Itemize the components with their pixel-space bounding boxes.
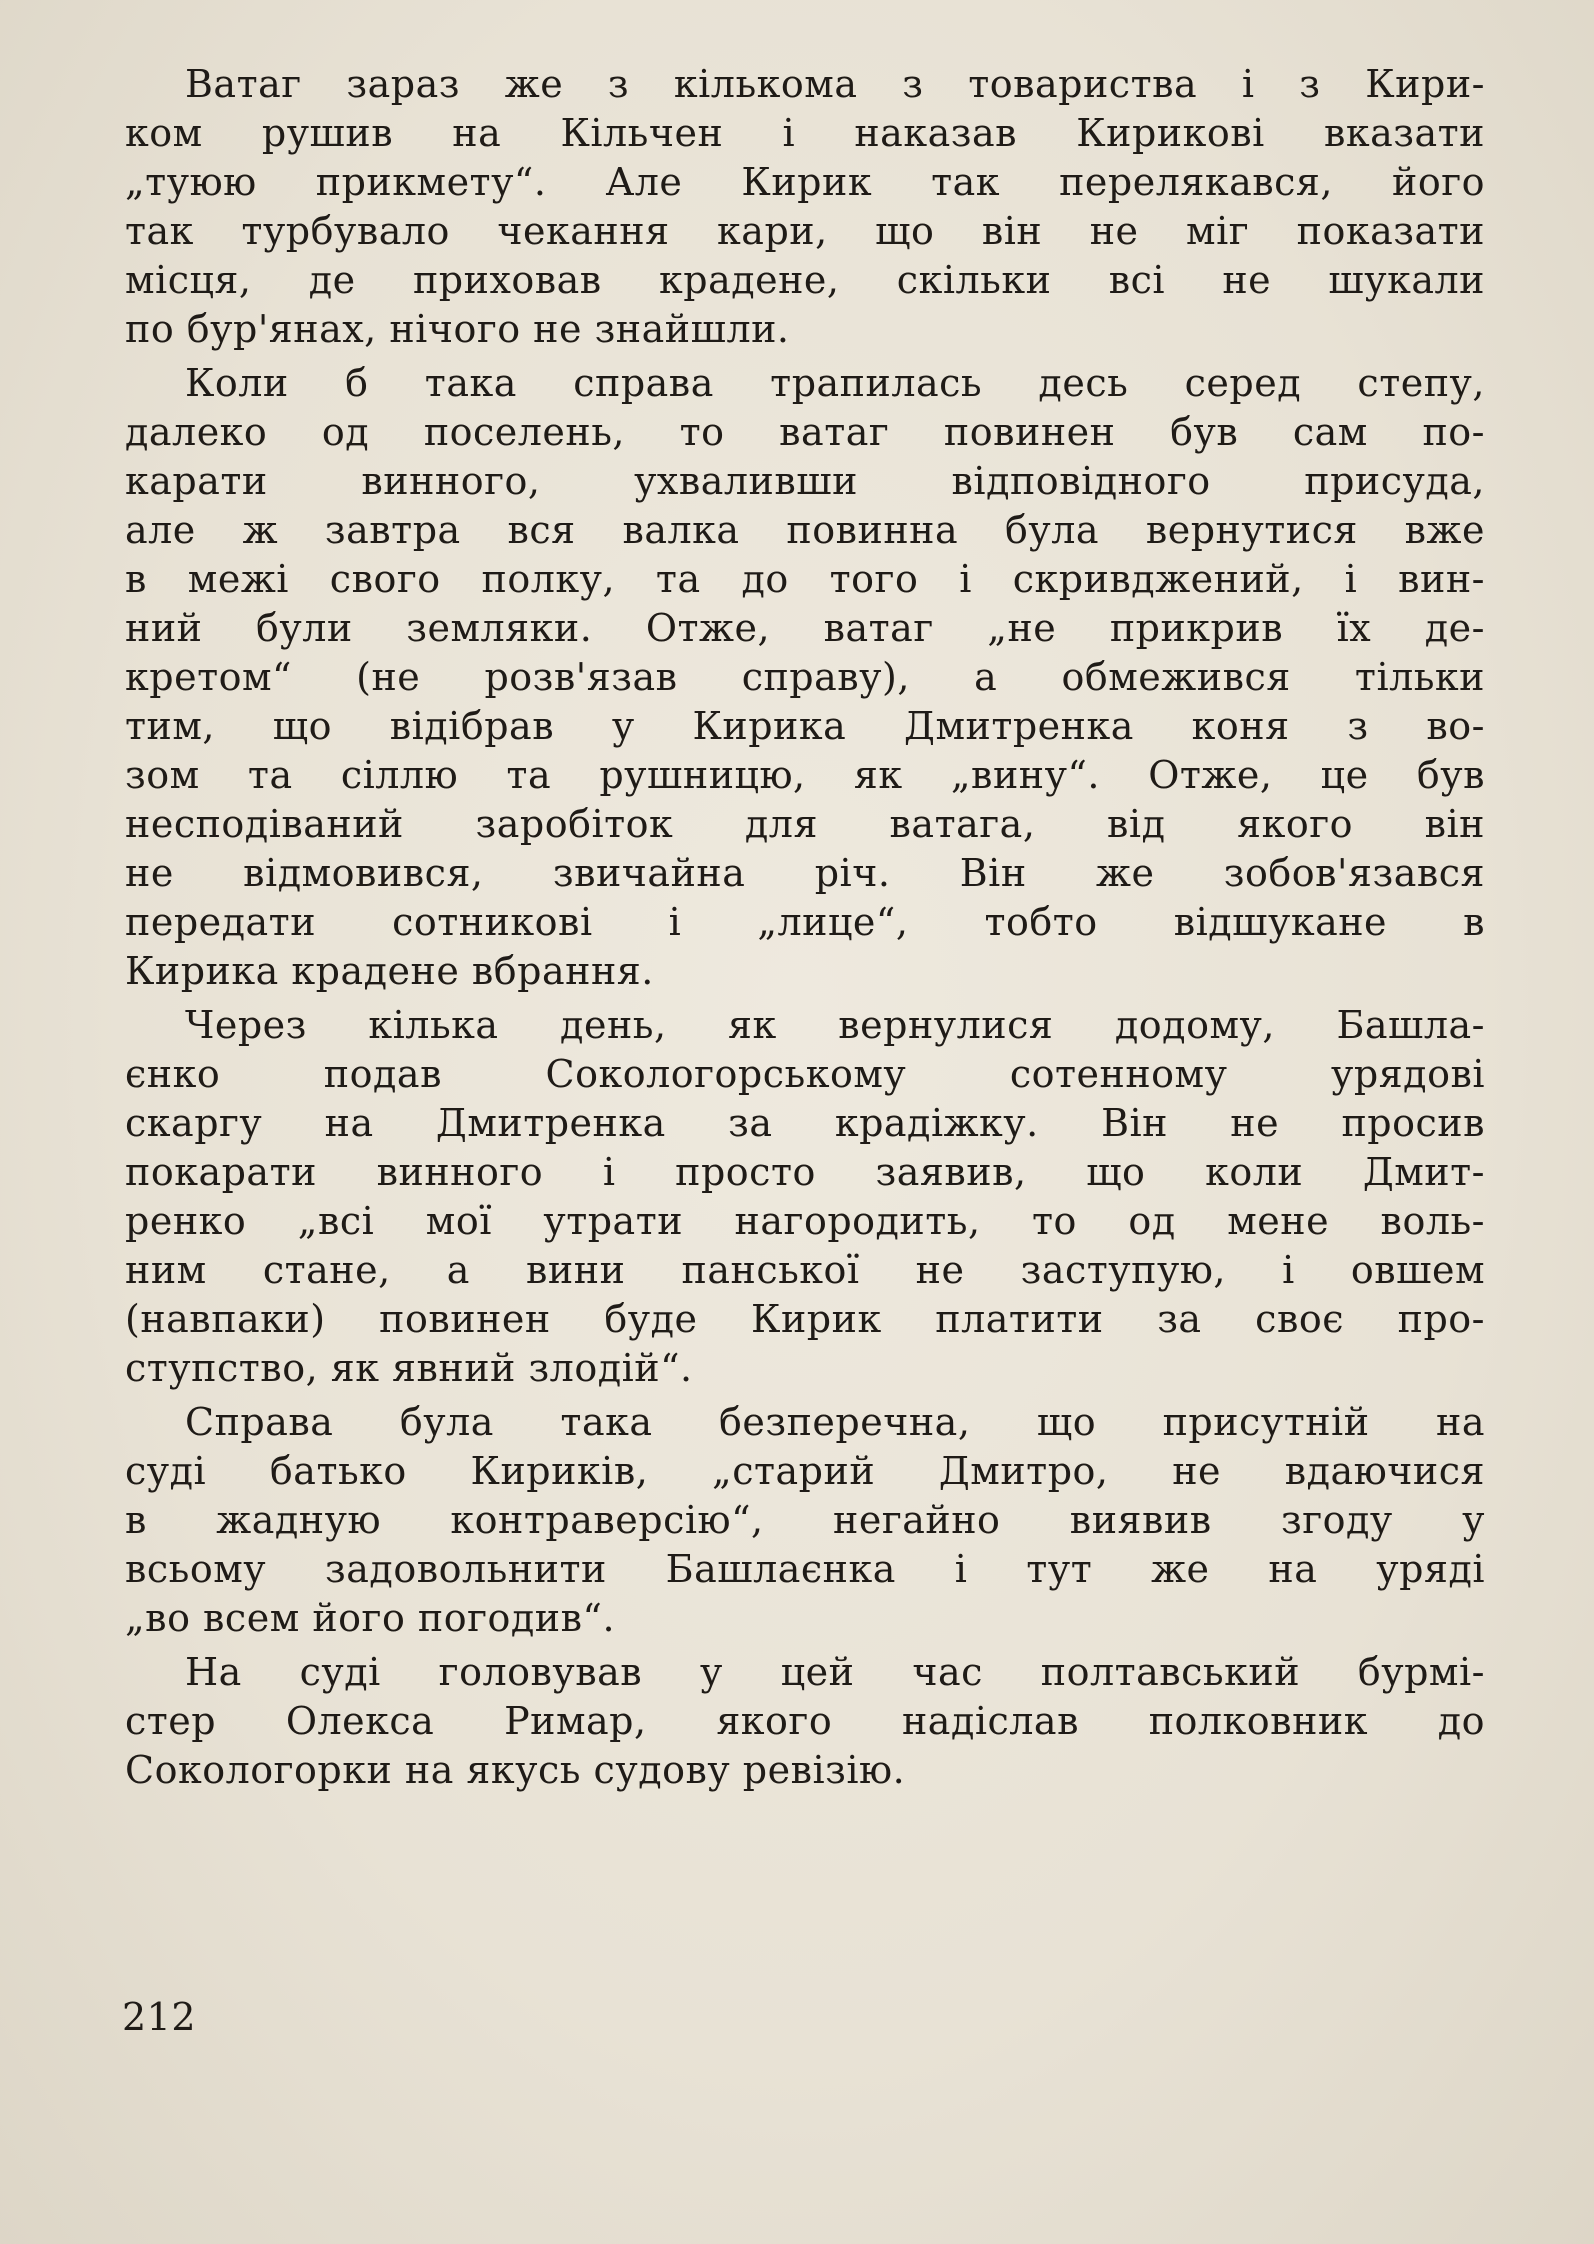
text-line: покарати винного і просто заявив, що коли Дмит- (125, 1150, 1485, 1194)
text-line: На суді головував у цей час полтавський бурмі- (185, 1650, 1485, 1694)
text-line: Сокологорки на якусь судову ревізію. (125, 1748, 906, 1792)
text-line: в межі свого полку, та до того і скривджений, і вин- (125, 557, 1485, 601)
page-number: 212 (122, 1995, 197, 2039)
text-line: всьому задовольнити Башлаєнка і тут же на уряді (125, 1547, 1485, 1591)
text-line: місця, де приховав крадене, скільки всі не шукали (125, 258, 1485, 302)
text-line: Кирика крадене вбрання. (125, 949, 654, 993)
text-line: по бур'янах, нічого не знайшли. (125, 307, 790, 351)
text-line: ком рушив на Кільчен і наказав Кирикові вказати (125, 111, 1485, 155)
text-line: ний були земляки. Отже, ватаг „не прикрив їх де- (125, 606, 1485, 650)
text-line: не відмовився, звичайна річ. Він же зобов'язався (125, 851, 1485, 895)
text-line: (навпаки) повинен буде Кирик платити за своє про- (125, 1297, 1485, 1341)
text-line: в жадную контраверсію“, негайно виявив згоду у (125, 1498, 1485, 1542)
text-line: скаргу на Дмитренка за крадіжку. Він не просив (125, 1101, 1485, 1145)
text-line: стер Олекса Римар, якого надіслав полковник до (125, 1699, 1485, 1743)
text-line: далеко од поселень, то ватаг повинен був сам по- (125, 410, 1485, 454)
text-line: карати винного, ухваливши відповідного присуда, (125, 459, 1485, 503)
text-line: Коли б така справа трапилась десь серед степу, (185, 361, 1485, 405)
text-line: єнко подав Сокологорському сотенному урядові (125, 1052, 1485, 1096)
text-line: Справа була така безперечна, що присутній на (185, 1400, 1485, 1444)
text-line: кретом“ (не розв'язав справу), а обмежився тільки (125, 655, 1485, 699)
text-line: передати сотникові і „лице“, тобто відшукане в (125, 900, 1485, 944)
body-text (125, 60, 1485, 1795)
text-line: „туюю прикмету“. Але Кирик так перелякався, його (125, 160, 1485, 204)
text-line: несподіваний заробіток для ватага, від якого він (125, 802, 1485, 846)
text-line: так турбувало чекання кари, що він не міг показати (125, 209, 1485, 253)
text-line: суді батько Кириків, „старий Дмитро, не вдаючися (125, 1449, 1485, 1493)
text-line: ренко „всі мої утрати нагородить, то од мене воль- (125, 1199, 1485, 1243)
text-line: „во всем його погодив“. (125, 1596, 616, 1640)
text-line: тим, що відібрав у Кирика Дмитренка коня з во- (125, 704, 1485, 748)
text-line: Ватаг зараз же з кількома з товариства і з Кири- (185, 62, 1485, 106)
text-line: зом та сіллю та рушницю, як „вину“. Отже, це був (125, 753, 1485, 797)
text-line: але ж завтра вся валка повинна була вернутися вже (125, 508, 1485, 552)
text-line: Через кілька день, як вернулися додому, Башла- (185, 1003, 1485, 1047)
text-line: ним стане, а вини панської не заступую, і овшем (125, 1248, 1485, 1292)
text-line: ступство, як явний злодій“. (125, 1346, 693, 1390)
